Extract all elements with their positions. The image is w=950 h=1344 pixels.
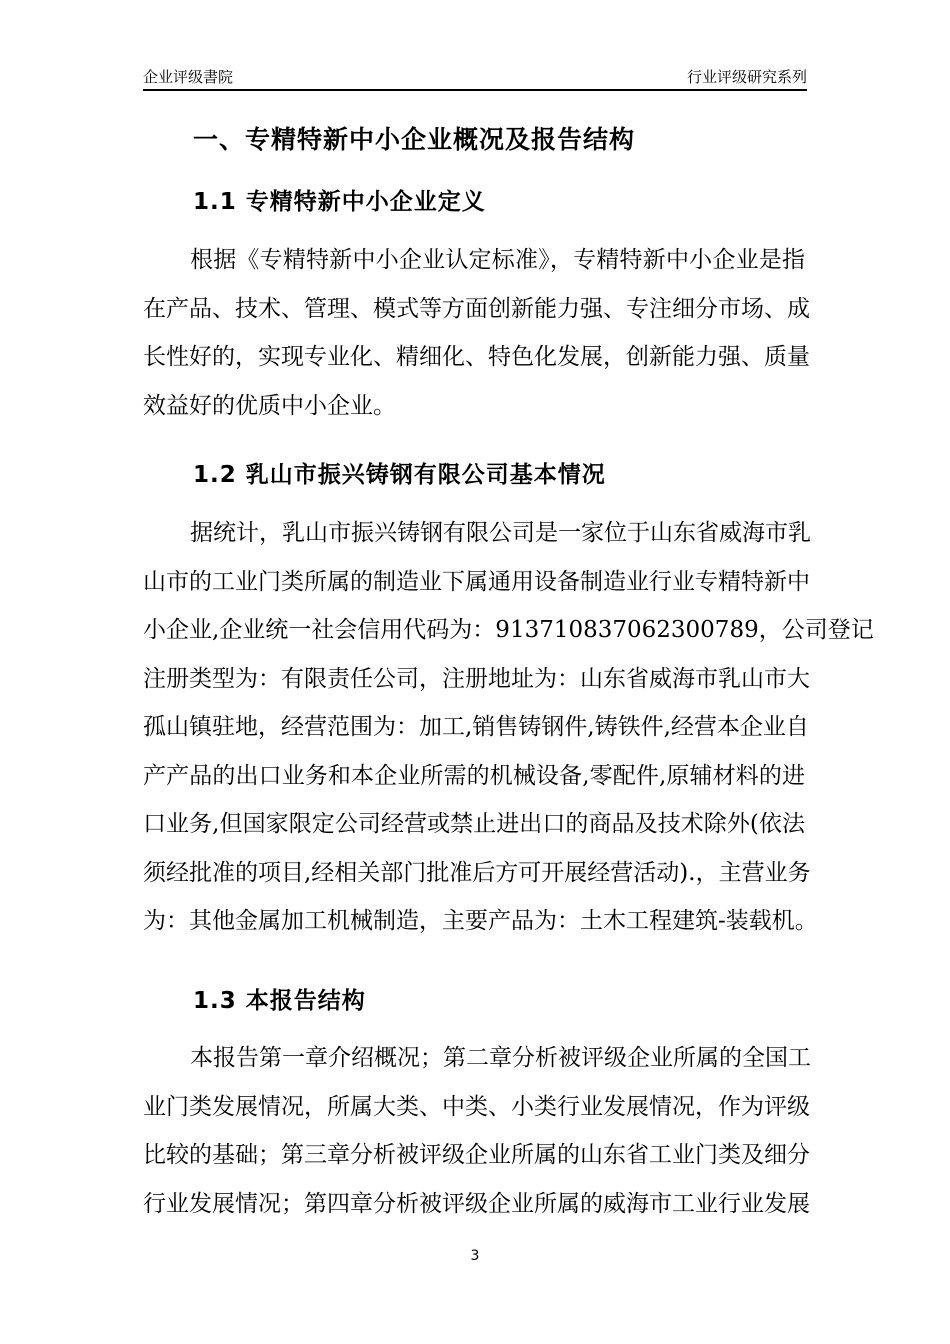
text-line: 行业发展情况；第四章分析被评级企业所属的威海市工业行业发展 xyxy=(143,1190,810,1217)
chapter-title: 一、专精特新中小企业概况及报告结构 xyxy=(193,125,636,154)
header-right: 行业评级研究系列 xyxy=(686,68,807,86)
section-paragraph-1-1 xyxy=(143,236,810,430)
section-heading-1-3: 1.3 本报告结构 xyxy=(193,988,366,1014)
text-line: 根据《专精特新中小企业认定标准》，专精特新中小企业是指 xyxy=(190,247,805,273)
text-line: 业门类发展情况，所属大类、中类、小类行业发展情况，作为评级 xyxy=(143,1093,810,1120)
section-paragraph-1-3 xyxy=(143,1034,811,1228)
header-rule xyxy=(143,89,807,91)
text-line: 据统计，乳山市振兴铸钢有限公司是一家位于山东省威海市乳 xyxy=(190,520,811,546)
section-heading-1-1: 1.1 专精特新中小企业定义 xyxy=(193,189,486,215)
text-line: 须经批准的项目,经相关部门批准后方可开展经营活动).，主营业务 xyxy=(143,859,811,886)
header-left: 企业评级書院 xyxy=(143,68,234,86)
text-line: 产产品的出口业务和本企业所需的机械设备,零配件,原辅材料的进 xyxy=(143,762,805,789)
section-paragraph-1-2 xyxy=(143,509,874,946)
text-line: 小企业,企业统一社会信用代码为：913710837062300789，公司登记 xyxy=(143,617,874,643)
text-line: 效益好的优质中小企业。 xyxy=(143,392,396,419)
text-line: 口业务,但国家限定公司经营或禁止进出口的商品及技术除外(依法 xyxy=(143,811,805,837)
page-number: 3 xyxy=(470,1248,480,1264)
text-line: 在产品、技术、管理、模式等方面创新能力强、专注细分市场、成 xyxy=(143,295,810,322)
text-line: 比较的基础；第三章分析被评级企业所属的山东省工业门类及细分 xyxy=(143,1142,810,1168)
text-line: 注册类型为：有限责任公司，注册地址为：山东省威海市乳山市大 xyxy=(143,665,810,692)
text-line: 长性好的，实现专业化、精细化、特色化发展，创新能力强、质量 xyxy=(143,344,810,370)
section-heading-1-2: 1.2 乳山市振兴铸钢有限公司基本情况 xyxy=(193,462,606,488)
text-line: 本报告第一章介绍概况；第二章分析被评级企业所属的全国工 xyxy=(190,1045,811,1071)
text-line: 孤山镇驻地，经营范围为：加工,销售铸钢件,铸铁件,经营本企业自 xyxy=(143,714,809,740)
text-line: 为：其他金属加工机械制造，主要产品为：土木工程建筑-装载机。 xyxy=(143,908,818,934)
text-line: 山市的工业门类所属的制造业下属通用设备制造业行业专精特新中 xyxy=(143,568,810,595)
